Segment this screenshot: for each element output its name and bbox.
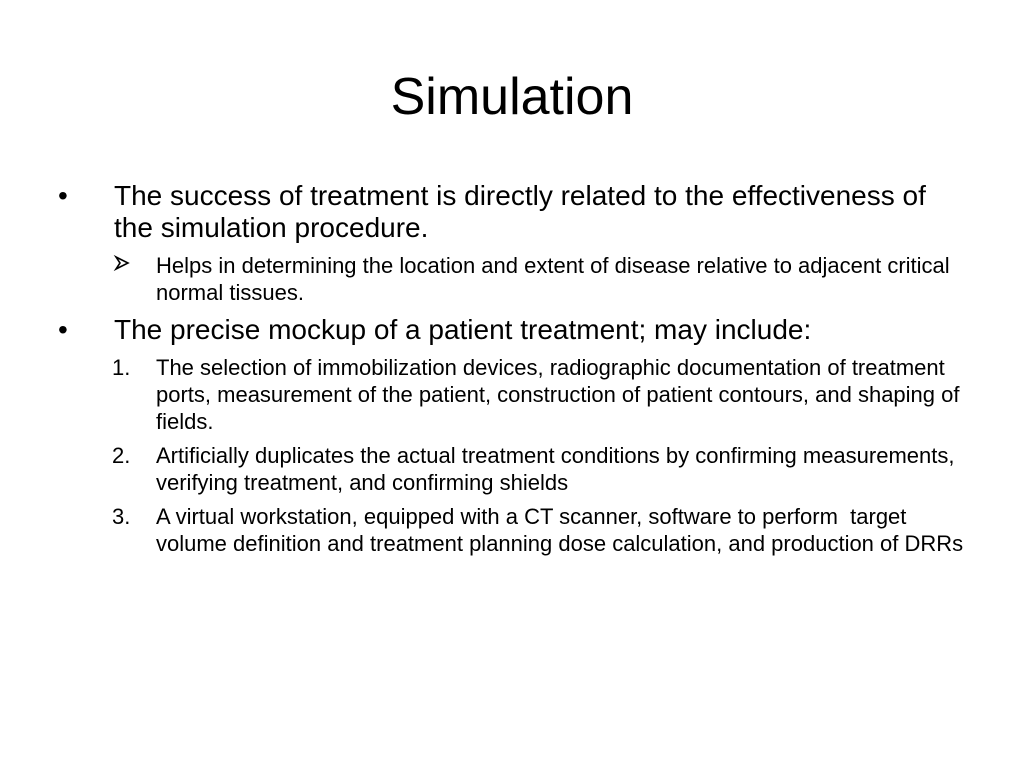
- bullet-item: [50, 314, 970, 346]
- numbered-item: [50, 442, 970, 496]
- bullet-item: [50, 180, 970, 244]
- sub-bullet-text: Helps in determining the location and extent of disease relative to adjacent critical normal tissues.: [156, 253, 950, 305]
- numbered-item-text: Artificially duplicates the actual treatment conditions by confirming measurements, verifying treatment, and confirming shields: [156, 443, 955, 495]
- numbered-list: [50, 354, 970, 557]
- bullet-text: The success of treatment is directly related to the effectiveness of the simulation procedure.: [114, 180, 926, 243]
- sub-bullet-item: [50, 252, 970, 306]
- numbered-item: [50, 354, 970, 435]
- slide-content: [50, 180, 970, 565]
- number-marker: 1.: [112, 355, 131, 380]
- numbered-item: [50, 503, 970, 557]
- number-marker: 3.: [112, 504, 131, 529]
- arrow-bullet-icon: [112, 252, 132, 279]
- arrow-bullet-icon-svg: [112, 253, 132, 273]
- numbered-item-text: The selection of immobilization devices, radiographic documentation of treatment ports, measurement of the patient, construction of patient contours, and shaping of fields.: [156, 355, 960, 434]
- slide-title: Simulation: [390, 68, 634, 126]
- bullet-marker: •: [58, 314, 68, 345]
- bullet-marker: •: [58, 180, 68, 211]
- numbered-item-text: A virtual workstation, equipped with a CT scanner, software to perform target volume definition and treatment planning dose calculation, and production of DRRs: [156, 504, 964, 556]
- bullet-text: The precise mockup of a patient treatment; may include:: [114, 314, 812, 345]
- sub-list: [50, 252, 970, 306]
- number-marker: 2.: [112, 443, 131, 468]
